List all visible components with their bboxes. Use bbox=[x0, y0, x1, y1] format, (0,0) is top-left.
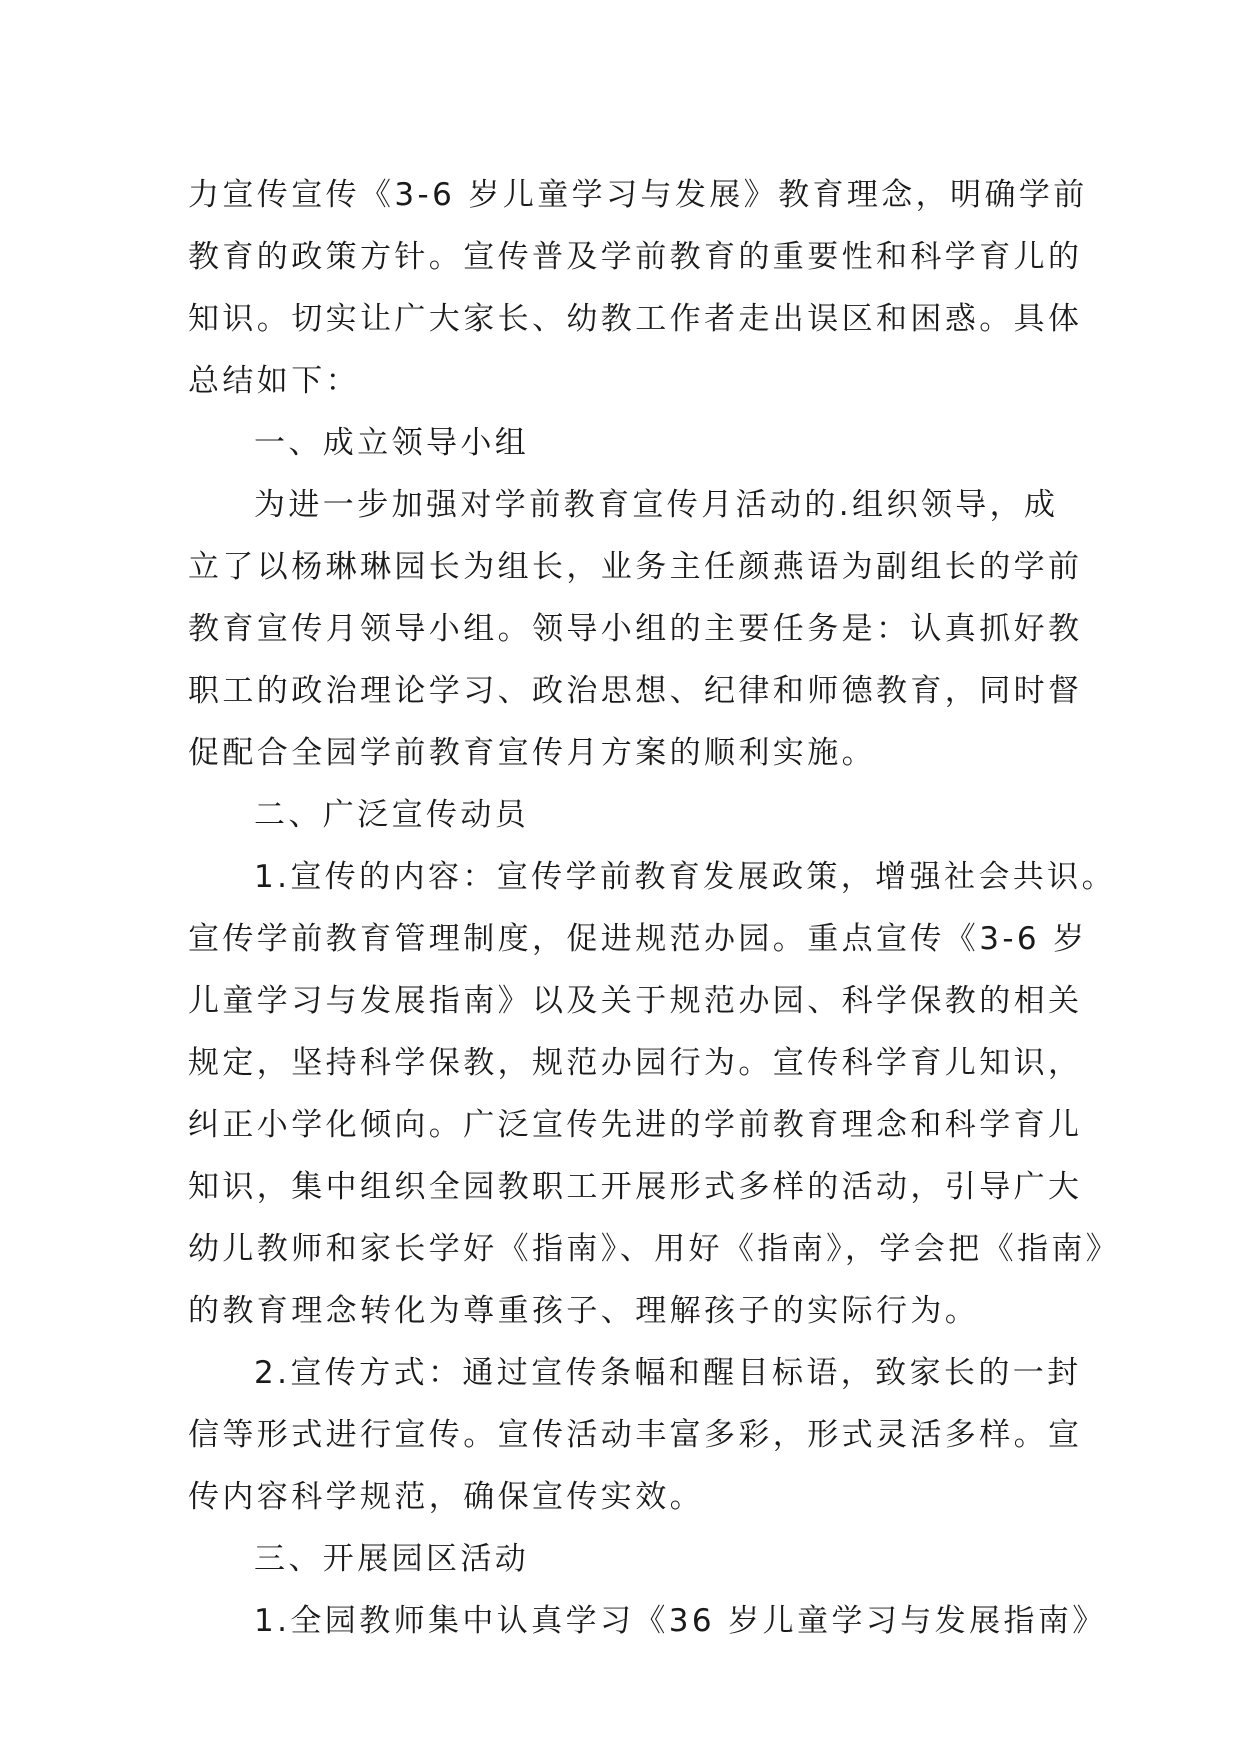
text-line: 立了以杨琳琳园长为组长，业务主任颜燕语为副组长的学前 bbox=[188, 549, 1083, 585]
text-line: 力宣传宣传《3-6 岁儿童学习与发展》教育理念，明确学前 bbox=[188, 177, 1088, 213]
section-heading: 一、成立领导小组 bbox=[254, 425, 530, 461]
text-line: 儿童学习与发展指南》以及关于规范办园、科学保教的相关 bbox=[188, 983, 1083, 1019]
text-line: 总结如下： bbox=[188, 363, 360, 399]
section-heading: 三、开展园区活动 bbox=[254, 1541, 530, 1577]
text-line: 传内容科学规范，确保宣传实效。 bbox=[188, 1479, 704, 1515]
text-line: 教育的政策方针。宣传普及学前教育的重要性和科学育儿的 bbox=[188, 239, 1083, 275]
text-line: 2.宣传方式：通过宣传条幅和醒目标语，致家长的一封 bbox=[254, 1355, 1082, 1391]
text-line: 信等形式进行宣传。宣传活动丰富多彩，形式灵活多样。宣 bbox=[188, 1417, 1083, 1453]
section-heading: 二、广泛宣传动员 bbox=[254, 797, 530, 833]
text-line: 1.全园教师集中认真学习《36 岁儿童学习与发展指南》 bbox=[254, 1603, 1107, 1639]
text-line: 1.宣传的内容：宣传学前教育发展政策，增强社会共识。 bbox=[254, 859, 1116, 895]
text-line: 职工的政治理论学习、政治思想、纪律和师德教育，同时督 bbox=[188, 673, 1083, 709]
text-line: 的教育理念转化为尊重孩子、理解孩子的实际行为。 bbox=[188, 1293, 980, 1329]
document-body bbox=[188, 164, 1121, 1652]
text-line: 为进一步加强对学前教育宣传月活动的.组织领导，成 bbox=[254, 487, 1059, 523]
text-line: 幼儿教师和家长学好《指南》、用好《指南》，学会把《指南》 bbox=[188, 1231, 1121, 1267]
text-line: 知识，集中组织全园教职工开展形式多样的活动，引导广大 bbox=[188, 1169, 1083, 1205]
text-line: 纠正小学化倾向。广泛宣传先进的学前教育理念和科学育儿 bbox=[188, 1107, 1083, 1143]
text-line: 知识。切实让广大家长、幼教工作者走出误区和困惑。具体 bbox=[188, 301, 1083, 337]
text-line: 规定，坚持科学保教，规范办园行为。宣传科学育儿知识， bbox=[188, 1045, 1083, 1081]
text-line: 促配合全园学前教育宣传月方案的顺利实施。 bbox=[188, 735, 876, 771]
text-line: 教育宣传月领导小组。领导小组的主要任务是：认真抓好教 bbox=[188, 611, 1083, 647]
text-line: 宣传学前教育管理制度，促进规范办园。重点宣传《3-6 岁 bbox=[188, 921, 1088, 957]
